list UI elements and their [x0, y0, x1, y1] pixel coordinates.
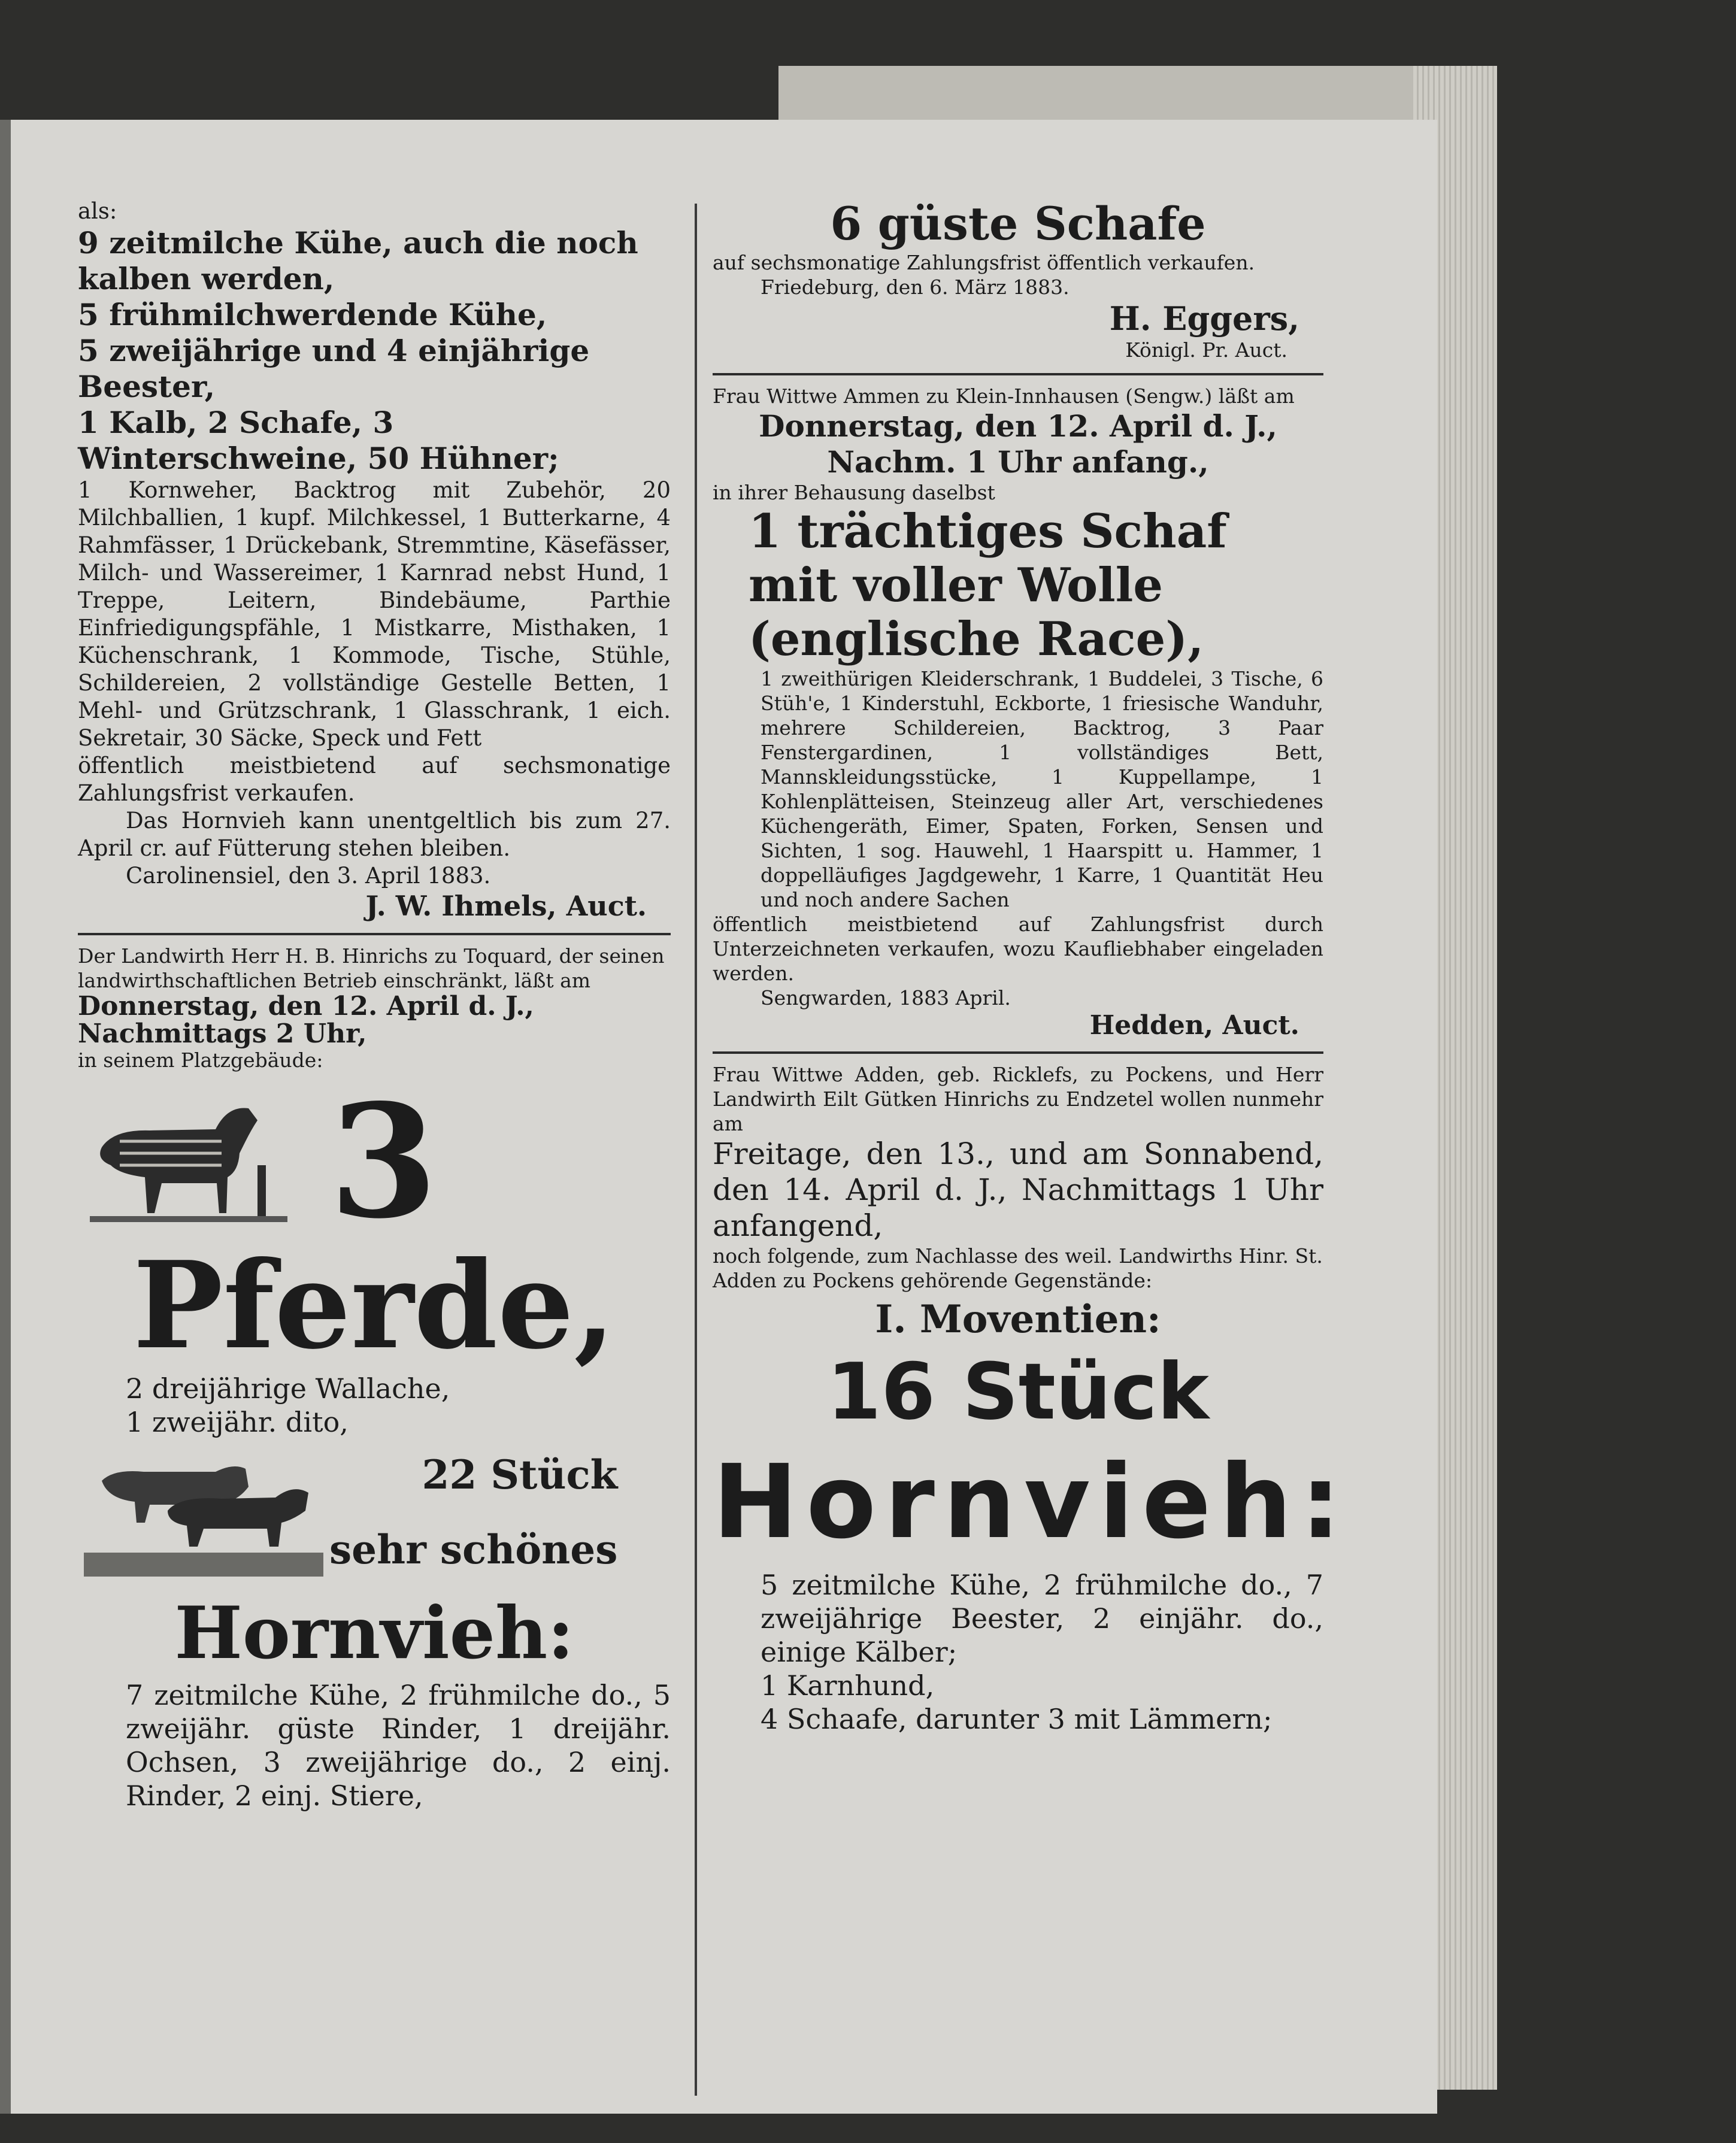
- eggers-role: Königl. Pr. Auct.: [1125, 338, 1287, 362]
- column-divider: [695, 204, 697, 2096]
- livestock-item-2: 5 frühmilchwerdende Kühe,: [78, 297, 547, 332]
- horse-count: 3: [329, 1071, 438, 1253]
- schafe-terms: auf sechsmonatige Zahlungsfrist öffentlich verkaufen.: [713, 251, 1255, 274]
- ad-hinrichs-place: in seinem Platzgebäude:: [78, 1048, 323, 1072]
- cattle-items-left: 7 zeitmilche Kühe, 2 frühmilche do., 5 zweijähr. güste Rinder, 1 dreijähr. Ochsen, 3 zweijährige do., 2 einj. Rinder, 2 einj. Stiere,: [126, 1679, 671, 1812]
- hedden-signature: Hedden, Auct.: [1089, 1010, 1299, 1041]
- place-date: Carolinensiel, den 3. April 1883.: [126, 863, 491, 889]
- schafe-title: 6 güste Schafe: [830, 197, 1206, 250]
- adden-date: Freitage, den 13., und am Sonnabend, den 14. April d. J., Nachmittags 1 Uhr anfangend,: [713, 1136, 1323, 1243]
- cattle-illustration: [78, 1439, 329, 1589]
- ad-separator: [713, 1051, 1323, 1054]
- livestock-item-4: 1 Kalb, 2 Schafe, 3 Winterschweine, 50 Hühner;: [78, 405, 559, 476]
- ammen-date: Donnerstag, den 12. April d. J.,: [759, 408, 1277, 444]
- ad-separator: [713, 373, 1323, 375]
- moventien-heading: I. Moventien:: [875, 1297, 1161, 1342]
- cattle-adjective: sehr schönes: [329, 1526, 618, 1573]
- ammen-headline: 1 trächtiges Schaf mit voller Wolle (englische Race),: [749, 504, 1227, 666]
- cattle-heading-text: [329, 1451, 617, 1577]
- ad-separator: [78, 933, 671, 935]
- adden-text: noch folgende, zum Nachlasse des weil. Landwirths Hinr. St. Adden zu Pockens gehörende Gegenstände:: [713, 1244, 1323, 1292]
- ad-hinrichs-time: Nachmittags 2 Uhr,: [78, 1019, 367, 1049]
- horse-item-1: 2 dreijährige Wallache,: [126, 1372, 450, 1405]
- gutter-strip: [0, 120, 11, 2114]
- sale-terms: öffentlich meistbietend auf sechsmonatige Zahlungsfrist verkaufen.: [78, 753, 671, 806]
- ammen-place-date: Sengwarden, 1883 April.: [761, 986, 1011, 1010]
- newspaper-page: [0, 120, 1437, 2114]
- schafe-date: Friedeburg, den 6. März 1883.: [761, 275, 1070, 299]
- eggers-signature: H. Eggers,: [1109, 299, 1299, 338]
- ammen-intro: Frau Wittwe Ammen zu Klein-Innhausen (Sengw.) läßt am: [713, 384, 1295, 408]
- ammen-place: in ihrer Behausung daselbst: [713, 481, 995, 504]
- horses-title: Pferde,: [133, 1235, 616, 1376]
- cattle-items-right-3: 4 Schaafe, darunter 3 mit Lämmern;: [761, 1703, 1273, 1735]
- ammen-time: Nachm. 1 Uhr anfang.,: [827, 444, 1209, 480]
- ad-hinrichs-intro: Der Landwirth Herr H. B. Hinrichs zu Toquard, der seinen landwirthschaftlichen Betrieb einschränkt, läßt am: [78, 944, 665, 992]
- ad-hinrichs-date: Donnerstag, den 12. April d. J.,: [78, 991, 534, 1022]
- livestock-item-3: 5 zweijährige und 4 einjährige Beester,: [78, 333, 590, 404]
- adden-intro: Frau Wittwe Adden, geb. Ricklefs, zu Pockens, und Herr Landwirth Eilt Gütken Hinrichs zu Endzetel wollen nunmehr am: [713, 1063, 1323, 1135]
- horses-heading-row: [78, 1071, 671, 1253]
- cattle-items-right-1: 5 zeitmilche Kühe, 2 frühmilche do., 7 zweijährige Beester, 2 einjähr. do., einige Kälber;: [761, 1569, 1323, 1668]
- ammen-items: 1 zweithürigen Kleiderschrank, 1 Buddelei, 3 Tische, 6 Stüh'e, 1 Kinderstuhl, Eckborte, 1 friesische Wanduhr, mehrere Schildereien, Backtrog, 3 Paar Fenstergardinen, 1 vollständiges Bett, Mannskleidungsstücke, 1 Kuppellampe, 1 Kohlenplätteisen, Steinzeug aller Art, verschiedenes Küchengeräth, Eimer, Spaten, Forken, Sensen und Sichten, 1 sog. Hauwehl, 1 Haarspitt u. Hammer, 1 doppelläufiges Jagdgewehr, 1 Karre, 1 Quantität Heu und noch andere Sachen: [761, 667, 1323, 911]
- right-column: [713, 197, 1350, 1736]
- intro-als: als:: [78, 198, 117, 224]
- household-items: 1 Kornweher, Backtrog mit Zubehör, 20 Milchballien, 1 kupf. Milchkessel, 1 Butterkarne, 4 Rahmfässer, 1 Drückebank, Stremmtine, Käsefässer, Milch- und Wassereimer, 1 Karnrad nebst Hund, 1 Treppe, Leitern, Bindebäume, Parthie Einfriedigungspfähle, 1 Mistkarre, Misthaken, 1 Küchenschrank, 1 Kommode, Tische, Stühle, Schildereien, 2 vollständige Gestelle Betten, 1 Mehl- und Grützschrank, 1 Glasschrank, 1 eich. Sekretair, 30 Säcke, Speck und Fett: [78, 477, 671, 751]
- cattle-count: 22 Stück: [422, 1451, 618, 1498]
- ammen-sale: öffentlich meistbietend auf Zahlungsfrist durch Unterzeichneten verkaufen, wozu Kaufliebhaber eingeladen werden.: [713, 913, 1323, 985]
- cattle-items-right-2: 1 Karnhund,: [761, 1669, 935, 1702]
- left-column: [78, 198, 671, 1812]
- book-top-edge: [778, 66, 1497, 126]
- hornvieh-count-right: 16 Stück: [826, 1346, 1209, 1437]
- horse-item-2: 1 zweijähr. dito,: [126, 1406, 349, 1438]
- cattle-heading-row: [78, 1439, 671, 1589]
- livestock-item-1: 9 zeitmilche Kühe, auch die noch kalben werden,: [78, 225, 638, 296]
- horse-illustration: [78, 1093, 293, 1231]
- hornvieh-title-right: Hornvieh:: [713, 1443, 1350, 1562]
- feeding-note: Das Hornvieh kann unentgeltlich bis zum 27. April cr. auf Fütterung stehen bleiben.: [78, 808, 671, 861]
- hornvieh-title-left: Hornvieh:: [174, 1591, 574, 1675]
- auctioneer-signature: J. W. Ihmels, Auct.: [365, 890, 647, 922]
